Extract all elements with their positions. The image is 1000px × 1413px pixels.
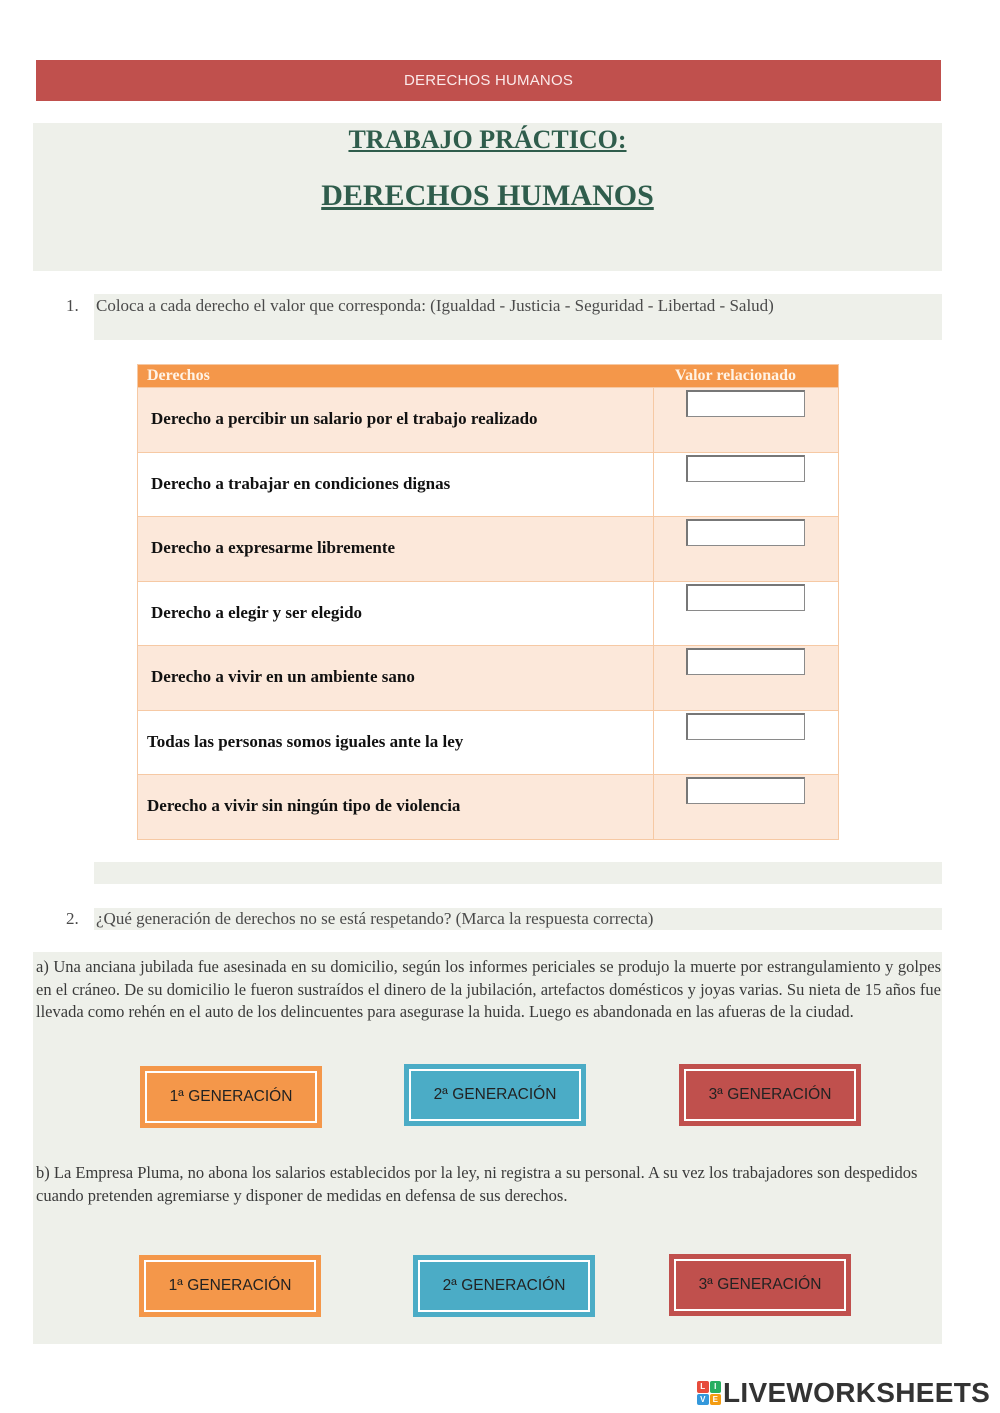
value-input-1[interactable]: [686, 390, 805, 417]
case-a-gen3-button[interactable]: 3ª GENERACIÓN: [679, 1064, 861, 1126]
value-input-6[interactable]: [686, 713, 805, 740]
column-divider: [653, 517, 654, 581]
page-title-line1: TRABAJO PRÁCTICO:: [348, 125, 627, 154]
table-header: [138, 365, 838, 387]
question1-text: Coloca a cada derecho el valor que corresponda: (Igualdad - Justicia - Seguridad - Libertad - Salud): [96, 296, 774, 315]
right-label: Derecho a expresarme libremente: [151, 538, 396, 557]
separator-band: [94, 862, 942, 884]
value-input-2[interactable]: [686, 455, 805, 482]
top-banner: [36, 60, 941, 101]
question2: [66, 909, 653, 929]
table-row: [138, 581, 838, 646]
right-label: Derecho a vivir sin ningún tipo de violencia: [147, 796, 461, 815]
case-b-gen3-button[interactable]: 3ª GENERACIÓN: [669, 1254, 851, 1316]
case-a-gen2-button[interactable]: 2ª GENERACIÓN: [404, 1064, 586, 1126]
value-input-3[interactable]: [686, 519, 805, 546]
page-title-line2: DERECHOS HUMANOS: [321, 179, 654, 212]
table-row: [138, 774, 838, 839]
question1-number: 1.: [66, 296, 79, 315]
title-box: [33, 123, 942, 271]
table-row: [138, 452, 838, 517]
value-input-5[interactable]: [686, 648, 805, 675]
rights-table: [137, 364, 839, 840]
right-label: Derecho a trabajar en condiciones dignas: [151, 473, 451, 493]
table-row: [138, 710, 838, 775]
column-divider: [653, 582, 654, 646]
table-row: [138, 387, 838, 452]
case-b-gen2-button[interactable]: 2ª GENERACIÓN: [413, 1255, 595, 1317]
value-input-4[interactable]: [686, 584, 805, 611]
question2-number: 2.: [66, 909, 79, 928]
column-divider: [653, 388, 654, 452]
case-b-gen1-button[interactable]: 1ª GENERACIÓN: [139, 1255, 321, 1317]
column-divider: [653, 711, 654, 775]
col-rights-header: Derechos: [147, 367, 210, 384]
banner-title: DERECHOS HUMANOS: [403, 72, 574, 89]
table-row: [138, 516, 838, 581]
right-label: Todas las personas somos iguales ante la ley: [147, 731, 464, 751]
case-a-gen1-button[interactable]: 1ª GENERACIÓN: [140, 1066, 322, 1128]
question2-text: ¿Qué generación de derechos no se está respetando? (Marca la respuesta correcta): [96, 909, 654, 928]
case-b-text: b) La Empresa Pluma, no abona los salarios establecidos por la ley, ni registra a su personal. A su vez los trabajadores son despedidos cuando pretenden agremiarse y disponer de medidas en defensa de sus derechos.: [36, 1163, 918, 1205]
right-label: Derecho a elegir y ser elegido: [151, 602, 363, 622]
column-divider: [653, 453, 654, 517]
liveworksheets-logo-icon: L I V E: [697, 1381, 721, 1405]
table-row: [138, 645, 838, 710]
brand-name: LIVEWORKSHEETS: [723, 1377, 991, 1408]
right-label: Derecho a percibir un salario por el trabajo realizado: [151, 409, 538, 428]
column-divider: [653, 646, 654, 710]
question1: [66, 296, 774, 316]
case-a-text: a) Una anciana jubilada fue asesinada en su domicilio, según los informes periciales se produjo la muerte por estrangulamiento y golpes en el cráneo. De su domicilio le fueron sustraídos el dinero de la jubilación, artefactos domésticos y joyas varias. Su nieta de 15 años fue llevada como rehén en el auto de los delincuentes para asegurase la huida. Luego es abandonada en las afueras de la ciudad.: [36, 957, 941, 1021]
liveworksheets-logo: [697, 1378, 990, 1408]
col-value-header: Valor relacionado: [675, 367, 797, 384]
value-input-7[interactable]: [686, 777, 805, 804]
right-label: Derecho a vivir en un ambiente sano: [151, 667, 415, 686]
column-divider: [653, 775, 654, 839]
